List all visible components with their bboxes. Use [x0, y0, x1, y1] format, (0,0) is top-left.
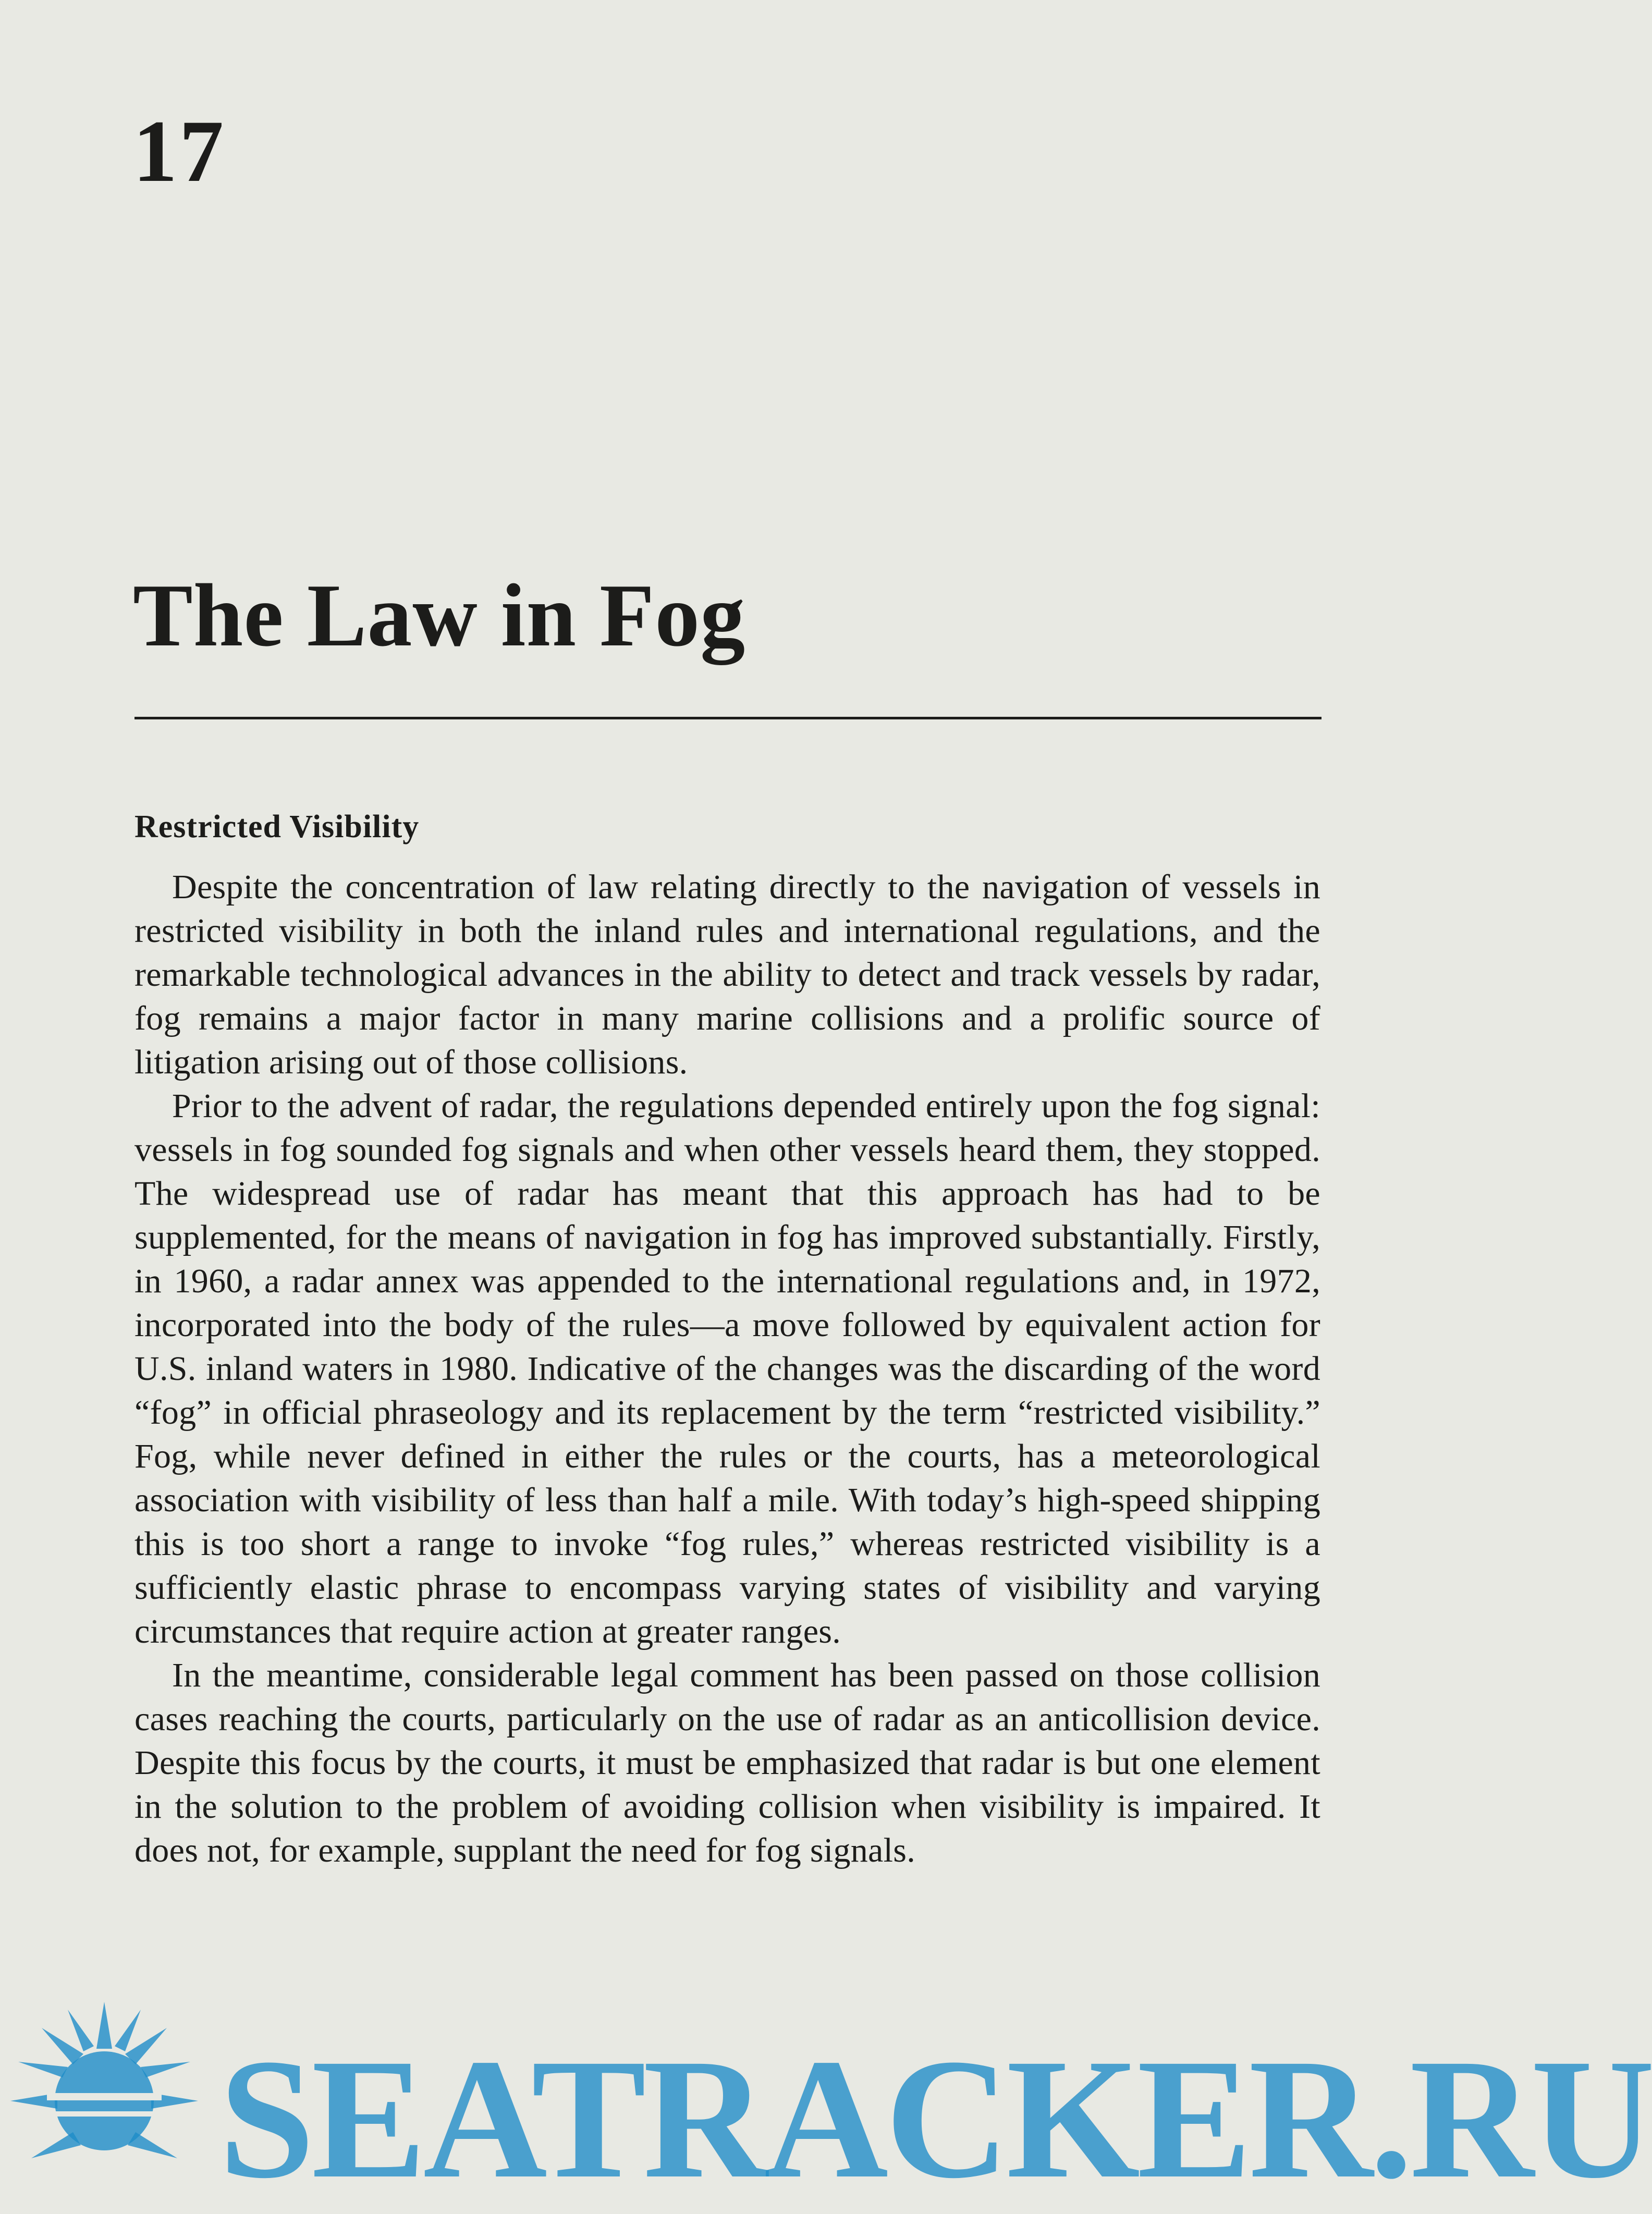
chapter-number: 17	[133, 102, 226, 200]
paragraph-1: Despite the concentration of law relating directly to the navigation of vessels in restricted visibility in both the inland rules and international regulations, and the remarkable technological advances in the ability to detect and track vessels by radar, fog remains a major factor in many marine collisions and a prolific source of litigation arising out of those collisions.	[134, 868, 1320, 1081]
paragraph-2: Prior to the advent of radar, the regulations depended entirely upon the fog signal: vessels in fog sounded fog signals and when other vessels heard them, they stopped. The widespread use of radar has meant that this approach has had to be supplemented, for the means of navigation in fog has improved substantially. Firstly, in 1960, a radar annex was appended to the international regulations and, in 1972, incorporated into the body of the rules—a move followed by equivalent action for U.S. inland waters in 1980. Indicative of the changes was the discarding of the word “fog” in official phraseology and its replacement by the term “restricted visibility.” Fog, while never defined in either the rules or the courts, has a meteorological association with visibility of less than half a mile. With today’s high-speed shipping this is too short a range to invoke “fog rules,” whereas restricted visibility is a sufficiently elastic phrase to encompass varying states of visibility and varying circumstances that require action at greater ranges.	[134, 1087, 1320, 1650]
watermark-text: SEATRACKER.RU	[219, 2024, 1652, 2214]
watermark	[0, 1981, 1652, 2214]
sun-logo-icon	[0, 1981, 229, 2191]
chapter-title: The Law in Fog	[133, 566, 746, 665]
paragraph-3: In the meantime, considerable legal comment has been passed on those collision cases reaching the courts, particularly on the use of radar as an anticollision device. Despite this focus by the courts, it must be emphasized that radar is but one element in the solution to the problem of avoiding collision when visibility is impaired. It does not, for example, supplant the need for fog signals.	[134, 1656, 1320, 1869]
body-text	[134, 865, 1320, 1873]
title-divider	[134, 717, 1321, 719]
section-heading: Restricted Visibility	[134, 809, 420, 845]
